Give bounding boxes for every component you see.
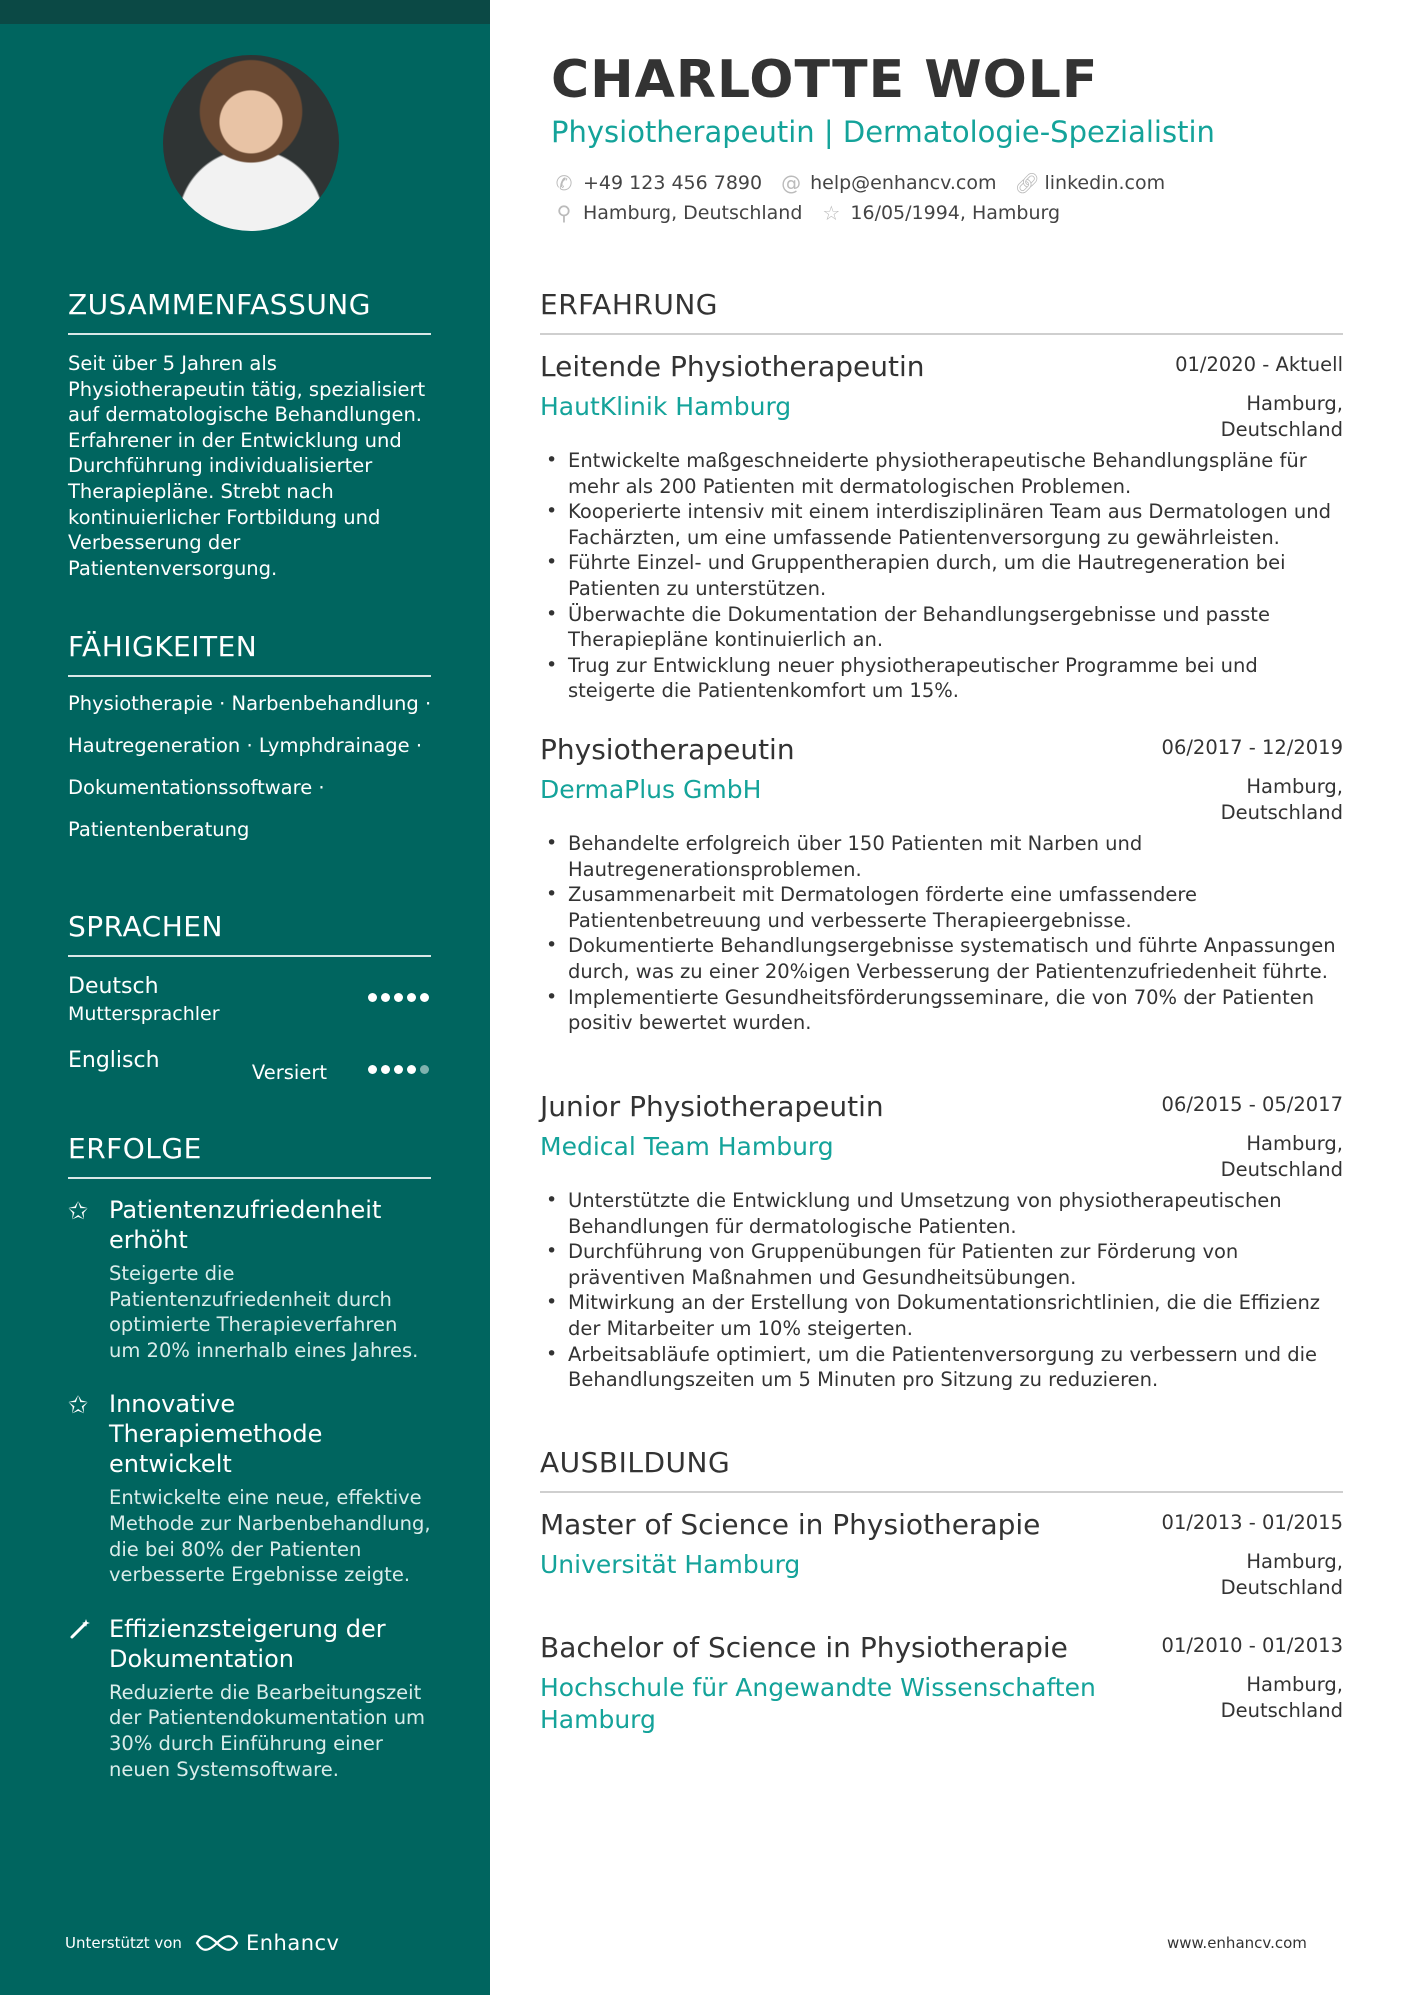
list-item: • Durchführung von Gruppenübungen für Patienten zur Förderung von präventiven Maßnahmen und Gesundheitsübungen. xyxy=(540,1239,1343,1290)
birth-info: ☆ 16/05/1994, Hamburg xyxy=(820,201,1060,225)
list-item: • Führte Einzel- und Gruppentherapien durch, um die Hautregeneration bei Patienten zu unterstützen. xyxy=(540,550,1343,601)
language-rating xyxy=(364,987,429,1006)
language-name: Deutsch xyxy=(68,974,159,999)
skills-line: Dokumentationssoftware · xyxy=(68,776,325,799)
education-date: 01/2013 - 01/2015 xyxy=(1161,1511,1343,1534)
job-title: Leitende Physiotherapeutin xyxy=(540,350,925,383)
phone: ✆ +49 123 456 7890 xyxy=(553,171,762,195)
achievement-desc: Entwickelte eine neue, effektive Methode zur Narbenbehandlung, die bei 80% der Patienten verbesserte Ergebnisse zeigte. xyxy=(109,1486,431,1587)
list-item: • Kooperierte intensiv mit einem interdisziplinären Team aus Dermatologen und Fachärzten, um eine umfassende Patientenversorgung zu gewährleisten. xyxy=(540,499,1343,550)
link-icon: 🔗︎ xyxy=(1014,171,1040,195)
phone-icon: ✆ xyxy=(555,171,573,195)
education-location: Hamburg, Deutschland xyxy=(1220,1550,1343,1599)
job-company: DermaPlus GmbH xyxy=(540,775,762,804)
achievements-section xyxy=(68,1132,431,1808)
email[interactable]: @ help@enhancv.com xyxy=(781,171,997,195)
job-location: Hamburg, Deutschland xyxy=(1220,392,1343,441)
skills-line: Patientenberatung xyxy=(68,818,250,841)
list-item: • Zusammenarbeit mit Dermatologen förderte eine umfassendere Patientenbetreuung und verbesserte Therapieergebnisse. xyxy=(540,882,1343,933)
job-date: 06/2017 - 12/2019 xyxy=(1161,736,1343,759)
powered-by xyxy=(65,1931,339,1955)
main-content xyxy=(540,0,1343,1995)
summary-text: Seit über 5 Jahren als Physiotherapeutin tätig, spezialisiert auf dermatologische Behandlungen. Erfahrener in der Entwicklung und Durchführung individualisierter Therapiepläne. Strebt nach kontinuierlicher Fortbildung und Verbesserung der Patientenversorgung. xyxy=(68,352,426,580)
degree-title: Master of Science in Physiotherapie xyxy=(540,1508,1041,1541)
language-item xyxy=(68,1043,431,1113)
education-location: Hamburg, Deutschland xyxy=(1220,1673,1343,1722)
list-item: • Implementierte Gesundheitsförderungsseminare, die von 70% der Patienten positiv bewertet wurden. xyxy=(540,985,1343,1036)
school-name: Hochschule für Angewandte Wissenschaften Hamburg xyxy=(540,1673,1096,1734)
languages-heading: SPRACHEN xyxy=(68,910,431,957)
sidebar-top-bar xyxy=(0,0,490,24)
achievement-item xyxy=(68,1614,431,1782)
job-entry xyxy=(540,349,1343,704)
education-heading: AUSBILDUNG xyxy=(540,1446,1343,1493)
education-date: 01/2010 - 01/2013 xyxy=(1161,1634,1343,1657)
language-proficiency: Muttersprachler xyxy=(68,1003,220,1025)
magic-wand-icon xyxy=(68,1617,94,1643)
achievement-title: Effizienzsteigerung der Dokumentation xyxy=(109,1614,386,1673)
education-entry xyxy=(540,1630,1343,1736)
profile-photo xyxy=(163,55,339,231)
list-item: • Arbeitsabläufe optimiert, um die Patientenversorgung zu verbessern und die Behandlungszeiten um 5 Minuten pro Sitzung zu reduzieren. xyxy=(540,1342,1343,1393)
enhancv-logo-icon xyxy=(194,1932,240,1954)
degree-title: Bachelor of Science in Physiotherapie xyxy=(540,1631,1068,1664)
experience-heading: ERFAHRUNG xyxy=(540,288,1343,335)
list-item: • Entwickelte maßgeschneiderte physiotherapeutische Behandlungspläne für mehr als 200 Patienten mit dermatologischen Problemen. xyxy=(540,448,1343,499)
skills-section xyxy=(68,630,431,851)
powered-label: Unterstützt von xyxy=(65,1934,182,1952)
footer-url[interactable]: www.enhancv.com xyxy=(1167,1934,1307,1952)
skills-heading: FÄHIGKEITEN xyxy=(68,630,431,677)
languages-section xyxy=(68,910,431,1113)
job-entry xyxy=(540,732,1343,1036)
skills-line: Hautregeneration · Lymphdrainage · xyxy=(68,734,423,757)
candidate-name: CHARLOTTE WOLF xyxy=(551,50,1099,110)
list-item: • Unterstützte die Entwicklung und Umsetzung von physiotherapeutischen Behandlungen für dermatologische Patienten. xyxy=(540,1188,1343,1239)
job-bullets xyxy=(540,831,1343,1036)
job-bullets xyxy=(540,1188,1343,1393)
job-title: Physiotherapeutin xyxy=(540,733,795,766)
job-date: 06/2015 - 05/2017 xyxy=(1161,1093,1343,1116)
education-entry xyxy=(540,1507,1343,1599)
headline: Physiotherapeutin | Dermatologie-Spezialistin xyxy=(551,115,1215,149)
job-company: HautKlinik Hamburg xyxy=(540,392,792,421)
job-bullets xyxy=(540,448,1343,704)
contact-info xyxy=(553,168,1183,228)
job-location: Hamburg, Deutschland xyxy=(1220,775,1343,824)
job-location: Hamburg, Deutschland xyxy=(1220,1132,1343,1181)
achievement-title: Innovative Therapiemethode entwickelt xyxy=(109,1390,323,1479)
job-entry xyxy=(540,1089,1343,1393)
skills-line: Physiotherapie · Narbenbehandlung · xyxy=(68,692,432,715)
achievement-item xyxy=(68,1389,431,1587)
list-item: • Dokumentierte Behandlungsergebnisse systematisch und führte Anpassungen durch, was zu einer 20%igen Verbesserung der Patientenzufriedenheit führte. xyxy=(540,933,1343,984)
achievement-desc: Reduzierte die Bearbeitungszeit der Patientendokumentation um 30% durch Einführung einer neuen Systemsoftware. xyxy=(109,1680,426,1781)
job-title: Junior Physiotherapeutin xyxy=(540,1090,884,1123)
school-name: Universität Hamburg xyxy=(540,1550,801,1579)
star-icon: ✩ xyxy=(68,1391,89,1420)
list-item: • Mitwirkung an der Erstellung von Dokumentationsrichtlinien, die die Effizienz der Mitarbeiter um 10% steigerten. xyxy=(540,1290,1343,1341)
summary-heading: ZUSAMMENFASSUNG xyxy=(68,288,431,335)
achievements-heading: ERFOLGE xyxy=(68,1132,431,1179)
location: ⚲ Hamburg, Deutschland xyxy=(553,201,802,225)
list-item: • Behandelte erfolgreich über 150 Patienten mit Narben und Hautregenerationsproblemen. xyxy=(540,831,1343,882)
brand-name: Enhancv xyxy=(245,1931,340,1955)
achievement-title: Patientenzufriedenheit erhöht xyxy=(109,1196,382,1254)
language-item xyxy=(68,973,431,1043)
sidebar xyxy=(0,0,490,1995)
location-pin-icon: ⚲ xyxy=(556,201,572,225)
job-date: 01/2020 - Aktuell xyxy=(1175,353,1343,376)
linkedin-link[interactable]: 🔗︎ linkedin.com xyxy=(1014,171,1166,195)
list-item: • Trug zur Entwicklung neuer physiotherapeutischer Programme bei und steigerte die Patientenkomfort um 15%. xyxy=(540,653,1343,704)
at-icon: @ xyxy=(781,171,802,195)
language-name: Englisch xyxy=(68,1048,160,1073)
summary-section xyxy=(68,288,431,581)
language-level: Versiert xyxy=(251,1061,327,1084)
language-rating xyxy=(364,1059,429,1078)
achievement-item xyxy=(68,1195,431,1363)
achievement-desc: Steigerte die Patientenzufriedenheit durch optimierte Therapieverfahren um 20% innerhalb eines Jahres. xyxy=(109,1262,419,1362)
list-item: • Überwachte die Dokumentation der Behandlungsergebnisse und passte Therapiepläne kontinuierlich an. xyxy=(540,602,1343,653)
star-icon: ☆ xyxy=(822,201,841,225)
star-icon: ✩ xyxy=(68,1197,89,1225)
job-company: Medical Team Hamburg xyxy=(540,1132,834,1161)
